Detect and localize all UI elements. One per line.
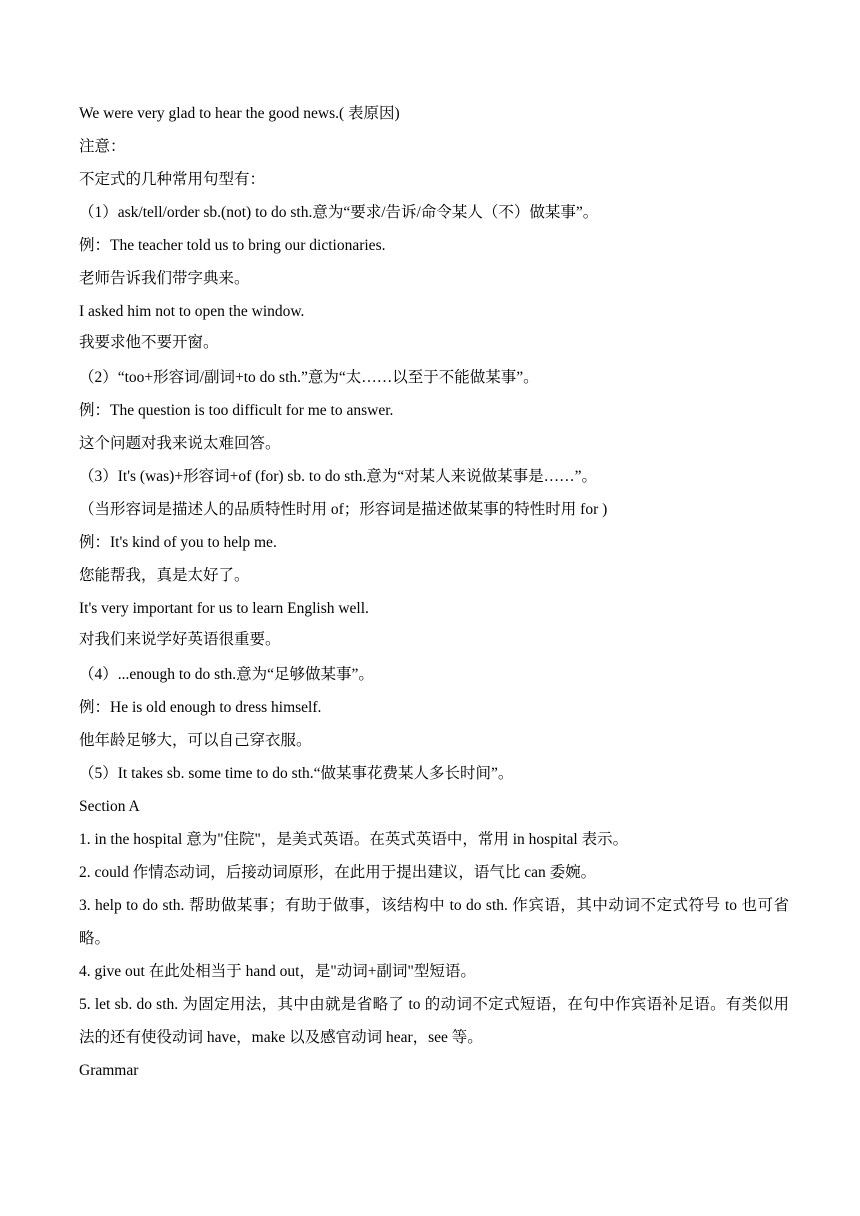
pattern-2-heading: （2）“too+形容词/副词+to do sth.”意为“太……以至于不能做某事”。 [79, 369, 539, 386]
example-2: I asked him not to open the window. [79, 303, 305, 320]
translation-5: 对我们来说学好英语很重要。 [79, 631, 281, 648]
translation-3: 这个问题对我来说太难回答。 [79, 435, 281, 452]
section-a-item-1: 1. in the hospital 意为"住院"，是美式英语。在英式英语中，常用 in hospital 表示。 [79, 831, 629, 848]
section-a-item-2: 2. could 作情态动词，后接动词原形，在此用于提出建议，语气比 can 委婉。 [79, 864, 597, 881]
translation-4: 您能帮我，真是太好了。 [79, 567, 250, 584]
pattern-1-heading: （1）ask/tell/order sb.(not) to do sth.意为“要求/告诉/命令某人（不）做某事”。 [79, 204, 599, 221]
text-line-1: We were very glad to hear the good news.( 表原因) [79, 105, 400, 122]
example-1: 例：The teacher told us to bring our dictionaries. [79, 237, 386, 254]
example-6: 例：He is old enough to dress himself. [79, 699, 322, 716]
example-5: It's very important for us to learn English well. [79, 600, 369, 617]
section-a-item-4: 4. give out 在此处相当于 hand out，是"动词+副词"型短语。 [79, 963, 476, 980]
translation-1: 老师告诉我们带字典来。 [79, 270, 250, 287]
translation-6: 他年龄足够大，可以自己穿衣服。 [79, 732, 312, 749]
translation-2: 我要求他不要开窗。 [79, 334, 219, 351]
section-a-heading: Section A [79, 798, 140, 815]
section-a-item-5: 5. let sb. do sth. 为固定用法，其中由就是省略了 to 的动词不定式短语，在句中作宾语补足语。有类似用法的还有使役动词 have，make 以及感官动词 hear，see 等。 [79, 996, 789, 1046]
pattern-3-heading: （3）It's (was)+形容词+of (for) sb. to do sth.意为“对某人来说做某事是……”。 [79, 468, 597, 485]
text-line-3: 不定式的几种常用句型有： [79, 171, 266, 188]
text-line-2: 注意： [79, 138, 126, 155]
grammar-heading: Grammar [79, 1062, 139, 1079]
example-4: 例：It's kind of you to help me. [79, 534, 277, 551]
section-a-item-3: 3. help to do sth. 帮助做某事；有助于做事，该结构中 to do sth. 作宾语，其中动词不定式符号 to 也可省略。 [79, 897, 789, 947]
pattern-4-heading: （4）...enough to do sth.意为“足够做某事”。 [79, 666, 374, 683]
pattern-3-note: （当形容词是描述人的品质特性时用 of；形容词是描述做某事的特性时用 for ) [79, 501, 608, 518]
example-3: 例：The question is too difficult for me to answer. [79, 402, 394, 419]
pattern-5-heading: （5）It takes sb. some time to do sth.“做某事花费某人多长时间”。 [79, 765, 514, 782]
